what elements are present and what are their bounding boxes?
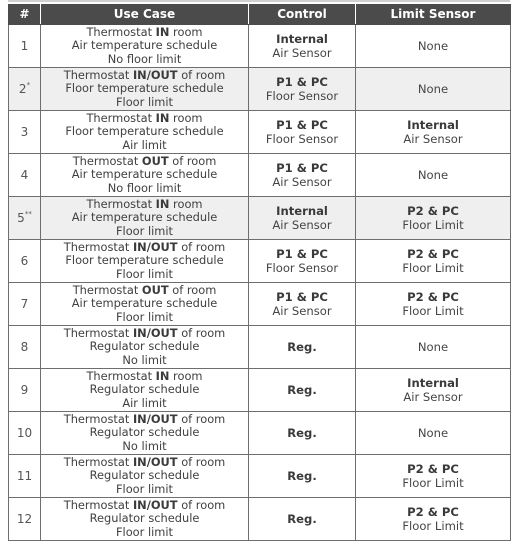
use-case-location-prefix: Thermostat (63, 67, 133, 82)
top-rule (8, 0, 510, 2)
row-number: 11 (16, 469, 33, 483)
limit-terminals: P2 & PC (407, 246, 459, 261)
use-case-location-keyword: IN/OUT (132, 239, 178, 254)
use-case-location (41, 26, 248, 40)
header-control: Control (249, 5, 356, 25)
use-case-location-suffix: room (169, 196, 203, 211)
control-terminals: Reg. (287, 339, 317, 354)
limit-sensor: Floor Limit (402, 476, 464, 490)
control-sensor: Floor Sensor (265, 132, 339, 146)
row-number-cell (9, 68, 41, 111)
table-row (9, 283, 511, 326)
use-case-location-suffix: of room (177, 67, 226, 82)
control-cell (249, 25, 356, 68)
use-case-table (8, 4, 511, 541)
use-case-location-prefix: Thermostat (86, 24, 156, 39)
use-case-location (41, 112, 248, 126)
limit-sensor: None (417, 81, 449, 96)
limit-terminals: Internal (407, 117, 459, 132)
use-case-location-prefix: Thermostat (63, 497, 133, 512)
limit-sensor: Floor Limit (402, 519, 464, 533)
table-row (9, 25, 511, 68)
use-case-location-keyword: IN (155, 196, 170, 211)
limit-sensor: Floor Limit (402, 261, 464, 275)
row-number-cell (9, 369, 41, 412)
use-case-location (41, 69, 248, 83)
use-case-location-keyword: IN/OUT (132, 67, 178, 82)
use-case-limit: Air limit (122, 395, 167, 410)
limit-sensor: Air Sensor (403, 390, 463, 404)
use-case-location-keyword: IN/OUT (132, 325, 178, 340)
limit-terminals: Internal (407, 375, 459, 390)
table-row (9, 111, 511, 154)
use-case-location-keyword: IN/OUT (132, 411, 178, 426)
control-cell (249, 68, 356, 111)
use-case-schedule: Regulator schedule (89, 339, 200, 354)
limit-sensor-cell (356, 25, 511, 68)
use-case-location-suffix: room (169, 368, 203, 383)
use-case-location (41, 456, 248, 470)
row-number: 3 (20, 125, 29, 139)
use-case-limit: Floor limit (115, 524, 173, 539)
use-case-location (41, 499, 248, 513)
use-case-schedule: Floor temperature schedule (65, 81, 224, 96)
row-number-cell (9, 111, 41, 154)
use-case-schedule: Regulator schedule (89, 511, 200, 526)
limit-sensor-cell (356, 455, 511, 498)
row-number-cell (9, 25, 41, 68)
control-sensor: Air Sensor (272, 175, 332, 189)
row-number: 8 (20, 340, 29, 354)
use-case-location-keyword: IN/OUT (132, 454, 178, 469)
use-case-location-suffix: of room (177, 325, 226, 340)
control-cell (249, 498, 356, 541)
table-row (9, 154, 511, 197)
control-cell (249, 154, 356, 197)
control-terminals: Reg. (287, 382, 317, 397)
use-case-schedule: Regulator schedule (89, 468, 200, 483)
header-limit-sensor: Limit Sensor (356, 5, 511, 25)
use-case-location-prefix: Thermostat (63, 454, 133, 469)
use-case-cell (41, 369, 249, 412)
limit-sensor: Floor Limit (402, 218, 464, 232)
use-case-schedule: Air temperature schedule (71, 210, 218, 225)
use-case-limit: No floor limit (107, 51, 182, 66)
use-case-limit: No limit (122, 352, 167, 367)
use-case-schedule: Floor temperature schedule (65, 124, 224, 139)
use-case-location-prefix: Thermostat (63, 325, 133, 340)
table-row (9, 240, 511, 283)
use-case-limit: No floor limit (107, 180, 182, 195)
use-case-location-suffix: room (169, 110, 203, 125)
header-number: # (9, 5, 41, 25)
use-case-limit: Air limit (122, 137, 167, 152)
table-body (9, 25, 511, 541)
use-case-cell (41, 68, 249, 111)
use-case-cell (41, 412, 249, 455)
row-number-cell (9, 455, 41, 498)
use-case-location-prefix: Thermostat (63, 239, 133, 254)
row-footnote-mark: ** (24, 210, 32, 218)
control-cell (249, 412, 356, 455)
use-case-cell (41, 25, 249, 68)
use-case-cell (41, 455, 249, 498)
use-case-location (41, 327, 248, 341)
table-header-row (9, 5, 511, 25)
table-row (9, 68, 511, 111)
use-case-location-suffix: of room (177, 411, 226, 426)
use-case-location-prefix: Thermostat (63, 411, 133, 426)
use-case-location-suffix: room (169, 24, 203, 39)
limit-sensor-cell (356, 412, 511, 455)
table-row (9, 412, 511, 455)
table-row (9, 197, 511, 240)
use-case-location-prefix: Thermostat (86, 110, 156, 125)
use-case-schedule: Air temperature schedule (71, 38, 218, 53)
control-sensor: Air Sensor (272, 304, 332, 318)
use-case-limit: No limit (122, 438, 167, 453)
control-sensor: Floor Sensor (265, 89, 339, 103)
use-case-cell (41, 197, 249, 240)
table-row (9, 369, 511, 412)
limit-sensor: None (417, 339, 449, 354)
control-terminals: Internal (276, 203, 328, 218)
use-case-schedule: Regulator schedule (89, 382, 200, 397)
use-case-limit: Floor limit (115, 223, 173, 238)
control-cell (249, 111, 356, 154)
limit-sensor: None (417, 425, 449, 440)
control-terminals: Internal (276, 31, 328, 46)
control-cell (249, 240, 356, 283)
row-number-cell (9, 412, 41, 455)
control-cell (249, 455, 356, 498)
use-case-location (41, 284, 248, 298)
limit-sensor-cell (356, 326, 511, 369)
limit-sensor-cell (356, 369, 511, 412)
limit-sensor: None (417, 38, 449, 53)
table-row (9, 326, 511, 369)
limit-sensor-cell (356, 197, 511, 240)
use-case-schedule: Regulator schedule (89, 425, 200, 440)
use-case-cell (41, 240, 249, 283)
limit-sensor: Floor Limit (402, 304, 464, 318)
row-number-cell (9, 154, 41, 197)
use-case-location-keyword: IN (155, 24, 170, 39)
limit-terminals: P2 & PC (407, 289, 459, 304)
use-case-limit: Floor limit (115, 266, 173, 281)
use-case-schedule: Air temperature schedule (71, 296, 218, 311)
row-number-cell (9, 197, 41, 240)
control-cell (249, 197, 356, 240)
limit-terminals: P2 & PC (407, 203, 459, 218)
use-case-location-suffix: of room (168, 153, 217, 168)
use-case-location (41, 370, 248, 384)
use-case-location-suffix: of room (168, 282, 217, 297)
use-case-location-keyword: OUT (141, 153, 169, 168)
limit-sensor-cell (356, 498, 511, 541)
limit-terminals: P2 & PC (407, 461, 459, 476)
row-number-cell (9, 283, 41, 326)
use-case-schedule: Floor temperature schedule (65, 253, 224, 268)
use-case-location-keyword: IN (155, 110, 170, 125)
use-case-limit: Floor limit (115, 481, 173, 496)
row-number-cell (9, 326, 41, 369)
limit-sensor-cell (356, 283, 511, 326)
control-sensor: Air Sensor (272, 46, 332, 60)
row-number: 9 (20, 383, 29, 397)
use-case-location-prefix: Thermostat (72, 282, 142, 297)
row-number: 10 (16, 426, 33, 440)
control-sensor: Floor Sensor (265, 261, 339, 275)
control-terminals: P1 & PC (276, 246, 328, 261)
control-sensor: Air Sensor (272, 218, 332, 232)
use-case-location-keyword: OUT (141, 282, 169, 297)
use-case-location-prefix: Thermostat (86, 196, 156, 211)
use-case-location-prefix: Thermostat (72, 153, 142, 168)
row-number-cell (9, 240, 41, 283)
use-case-limit: Floor limit (115, 94, 173, 109)
row-number: 6 (20, 254, 29, 268)
control-terminals: Reg. (287, 511, 317, 526)
use-case-location-suffix: of room (177, 497, 226, 512)
table-row (9, 455, 511, 498)
row-number: 12 (16, 512, 33, 526)
limit-sensor-cell (356, 154, 511, 197)
control-terminals: P1 & PC (276, 160, 328, 175)
use-case-location-suffix: of room (177, 239, 226, 254)
use-case-cell (41, 154, 249, 197)
use-case-location-prefix: Thermostat (86, 368, 156, 383)
header-use-case: Use Case (41, 5, 249, 25)
use-case-location (41, 155, 248, 169)
row-number: 7 (20, 297, 29, 311)
row-number-cell (9, 498, 41, 541)
row-number: 4 (20, 168, 29, 182)
limit-sensor-cell (356, 68, 511, 111)
row-number: 5 (17, 211, 25, 225)
control-terminals: P1 & PC (276, 117, 328, 132)
use-case-cell (41, 111, 249, 154)
limit-sensor-cell (356, 240, 511, 283)
use-case-cell (41, 326, 249, 369)
use-case-cell (41, 283, 249, 326)
limit-terminals: P2 & PC (407, 504, 459, 519)
row-number: 2 (18, 82, 27, 96)
limit-sensor: None (417, 167, 449, 182)
control-terminals: P1 & PC (276, 74, 328, 89)
row-footnote-mark: * (26, 81, 31, 89)
control-terminals: Reg. (287, 468, 317, 483)
use-case-location (41, 198, 248, 212)
use-case-location (41, 413, 248, 427)
control-terminals: P1 & PC (276, 289, 328, 304)
control-cell (249, 326, 356, 369)
limit-sensor-cell (356, 111, 511, 154)
use-case-location (41, 241, 248, 255)
use-case-cell (41, 498, 249, 541)
control-cell (249, 283, 356, 326)
limit-sensor: Air Sensor (403, 132, 463, 146)
row-number: 1 (20, 39, 29, 53)
use-case-location-keyword: IN/OUT (132, 497, 178, 512)
use-case-location-keyword: IN (155, 368, 170, 383)
table-row (9, 498, 511, 541)
control-terminals: Reg. (287, 425, 317, 440)
use-case-schedule: Air temperature schedule (71, 167, 218, 182)
control-cell (249, 369, 356, 412)
use-case-limit: Floor limit (115, 309, 173, 324)
use-case-location-suffix: of room (177, 454, 226, 469)
